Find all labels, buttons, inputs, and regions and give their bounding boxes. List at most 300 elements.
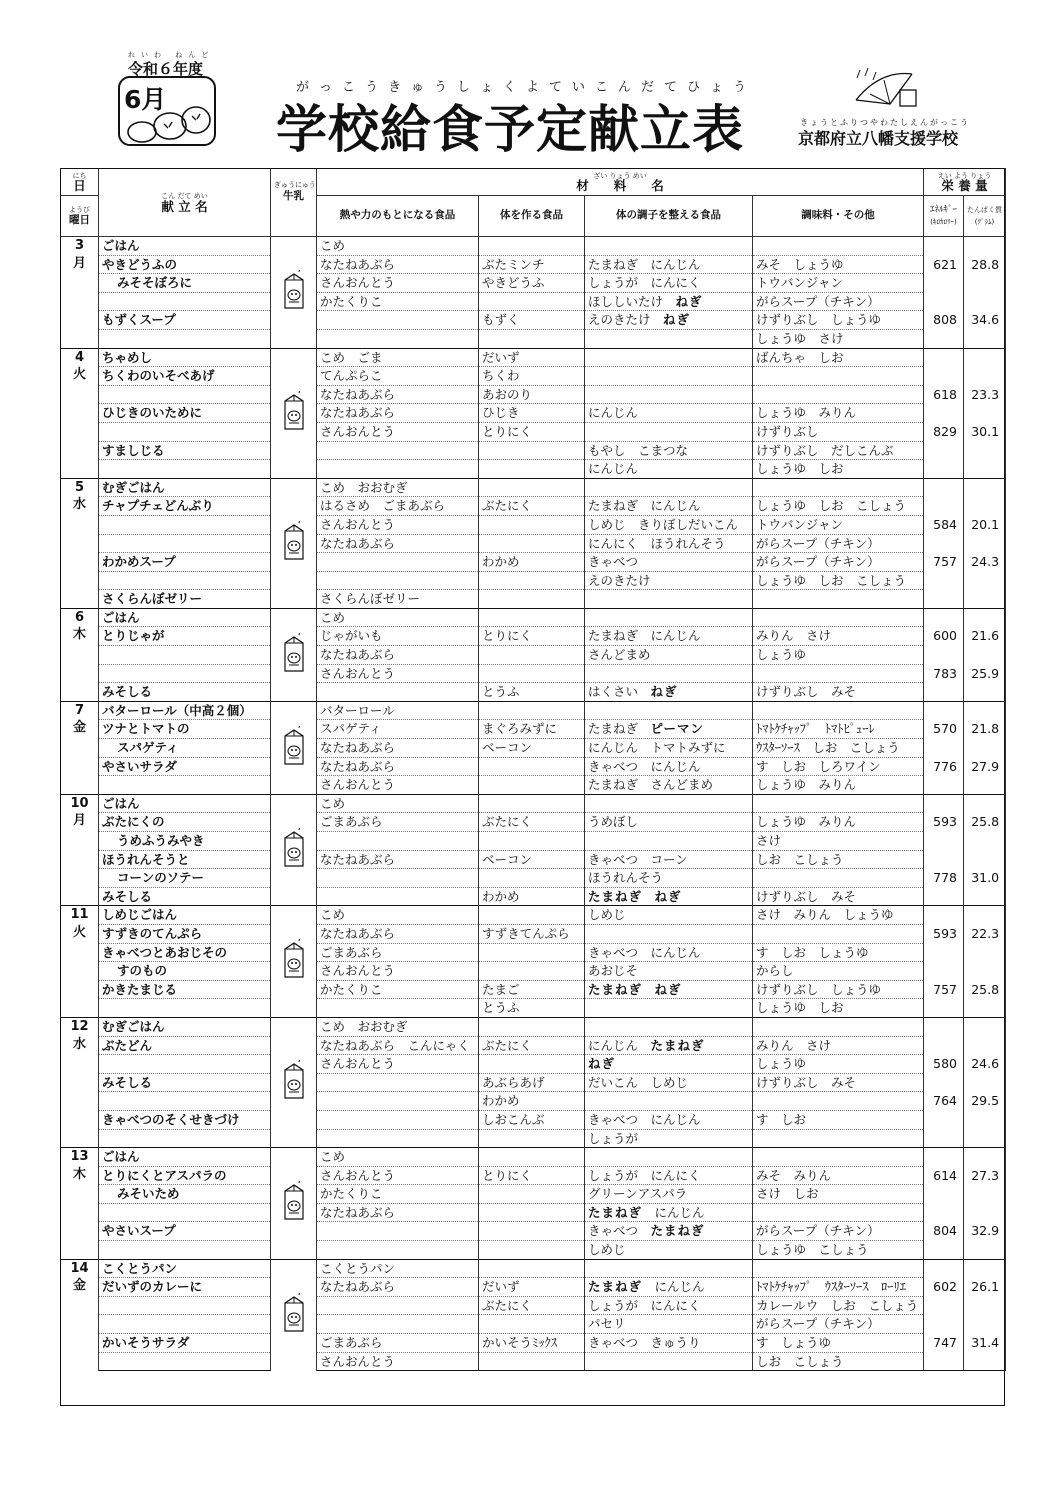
protein-value: 29.5	[964, 1092, 1006, 1111]
seasoning: しょうゆ しお	[753, 460, 924, 479]
seasoning	[753, 1203, 924, 1222]
energy-value	[924, 1352, 964, 1371]
dish-name: コーンのソテー	[99, 869, 271, 888]
milk-carton-icon	[271, 348, 317, 478]
energy-food: さんおんとう	[317, 515, 479, 534]
condition-food-header: 体の調子を整える食品	[585, 196, 753, 237]
energy-value: 783	[924, 664, 964, 683]
apple-icon	[120, 102, 214, 146]
energy-value: 804	[924, 1222, 964, 1241]
menu-table	[60, 168, 1006, 1371]
body-food	[479, 962, 585, 981]
energy-food	[317, 1315, 479, 1334]
condition-food: グリーンアスパラ	[585, 1185, 753, 1204]
seasoning: す しお しょうゆ	[753, 943, 924, 962]
weekday: 火	[72, 924, 86, 940]
energy-food	[317, 1296, 479, 1315]
energy-food: なたねあぶら こんにゃく	[317, 1036, 479, 1055]
condition-food	[585, 701, 753, 720]
table-row	[61, 422, 1006, 441]
condition-food: たまねぎ ピーマン	[585, 720, 753, 739]
condition-food: きゃべつ にんじん	[585, 757, 753, 776]
table-row	[61, 1315, 1006, 1334]
nutrition-header: えい よう りょう 栄 養 量	[924, 169, 1006, 196]
energy-value	[924, 329, 964, 348]
seasoning: ﾄﾏﾄｹﾁｬｯﾌﾟ ｳｽﾀｰｿｰｽ ﾛｰﾘｴ	[753, 1278, 924, 1297]
table-row	[61, 329, 1006, 348]
energy-value: 757	[924, 553, 964, 572]
energy-value	[924, 404, 964, 423]
condition-food: ほうれんそう	[585, 869, 753, 888]
table-row	[61, 608, 1006, 627]
dish-header: こん だて めい 献 立 名	[99, 169, 271, 237]
table-row	[61, 1352, 1006, 1371]
dish-name: すのもの	[99, 962, 271, 981]
table-row	[61, 1222, 1006, 1241]
table-row	[61, 906, 1006, 925]
day-cell	[61, 794, 99, 906]
condition-food	[585, 664, 753, 683]
condition-food: たまねぎ にんじん	[585, 1203, 753, 1222]
seasoning	[753, 385, 924, 404]
day-cell	[61, 1259, 99, 1371]
dish-name: やさいサラダ	[99, 757, 271, 776]
energy-value	[924, 348, 964, 367]
weekday-header: ようび 曜日	[61, 196, 99, 237]
body-food	[479, 869, 585, 888]
body-food: まぐろみずに	[479, 720, 585, 739]
protein-value	[964, 237, 1006, 256]
body-food: やきどうふ	[479, 274, 585, 293]
dish-name: かいそうサラダ	[99, 1334, 271, 1353]
seasoning	[753, 367, 924, 386]
day-number: 4	[74, 349, 85, 365]
seasoning	[753, 664, 924, 683]
milk-header: ぎゅうにゅう 牛乳	[271, 169, 317, 237]
energy-value	[924, 497, 964, 516]
seasoning: けずりぶし だしこんぶ	[753, 441, 924, 460]
title-ruby: がっこうきゅうしょくよていこんだてひょう	[296, 80, 757, 95]
protein-value: 23.3	[964, 385, 1006, 404]
seasoning	[753, 1148, 924, 1167]
condition-food: パセリ	[585, 1315, 753, 1334]
seasoning: さけ みりん しょうゆ	[753, 906, 924, 925]
energy-value	[924, 478, 964, 497]
protein-value	[964, 274, 1006, 293]
energy-value: 778	[924, 869, 964, 888]
condition-food: うめぼし	[585, 813, 753, 832]
table-row	[61, 924, 1006, 943]
milk-carton-icon	[271, 1017, 317, 1147]
energy-value: 808	[924, 311, 964, 330]
energy-value	[924, 832, 964, 851]
table-row	[61, 1278, 1006, 1297]
seasoning: しょうゆ さけ	[753, 329, 924, 348]
energy-value	[924, 441, 964, 460]
day-number: 3	[74, 238, 85, 253]
seasoning	[753, 608, 924, 627]
seasoning: す しょうゆ	[753, 1334, 924, 1353]
table-row	[61, 274, 1006, 293]
dish-name	[99, 385, 271, 404]
body-food: わかめ	[479, 887, 585, 906]
seasoning: しょうゆ しお	[753, 999, 924, 1018]
seasoning: しょうゆ しお こしょう	[753, 571, 924, 590]
day-cell	[61, 1017, 99, 1147]
protein-value	[964, 329, 1006, 348]
protein-value: 24.6	[964, 1055, 1006, 1074]
seasoning	[753, 237, 924, 256]
energy-value: 747	[924, 1334, 964, 1353]
dish-name: こくとうパン	[99, 1259, 271, 1278]
body-food	[479, 1352, 585, 1371]
table-row	[61, 460, 1006, 479]
table-row	[61, 943, 1006, 962]
day-cell	[61, 608, 99, 701]
dish-name: ごはん	[99, 237, 271, 256]
body-food: ちくわ	[479, 367, 585, 386]
body-food	[479, 571, 585, 590]
table-row	[61, 1241, 1006, 1260]
condition-food: きゃべつ きゅうり	[585, 1334, 753, 1353]
condition-food	[585, 1352, 753, 1371]
dish-name: バターロール（中高２個）	[99, 701, 271, 720]
protein-value	[964, 776, 1006, 795]
weekday: 火	[72, 367, 86, 383]
condition-food: たまねぎ にんじん	[585, 627, 753, 646]
table-row	[61, 980, 1006, 999]
day-cell	[61, 701, 99, 794]
condition-food	[585, 608, 753, 627]
dish-name: きゃべつのそくせきづけ	[99, 1110, 271, 1129]
dish-name	[99, 292, 271, 311]
dish-name: もずくスープ	[99, 311, 271, 330]
body-food: ぶたにく	[479, 1036, 585, 1055]
energy-food: こめ	[317, 1148, 479, 1167]
energy-food: こくとうパン	[317, 1259, 479, 1278]
body-food	[479, 1259, 585, 1278]
seasoning	[753, 1259, 924, 1278]
body-food	[479, 534, 585, 553]
school-name: 京都府立八幡支援学校	[798, 129, 959, 148]
condition-food	[585, 1017, 753, 1036]
body-food: とりにく	[479, 422, 585, 441]
body-food: わかめ	[479, 553, 585, 572]
energy-value	[924, 1185, 964, 1204]
condition-food	[585, 1148, 753, 1167]
body-food: もずく	[479, 311, 585, 330]
dish-name: ちゃめし	[99, 348, 271, 367]
energy-food	[317, 999, 479, 1018]
body-food	[479, 1185, 585, 1204]
seasoning: けずりぶし	[753, 422, 924, 441]
protein-value	[964, 850, 1006, 869]
table-row	[61, 850, 1006, 869]
condition-food: きゃべつ たまねぎ	[585, 1222, 753, 1241]
seasoning: しょうゆ しお こしょう	[753, 497, 924, 516]
table-row	[61, 515, 1006, 534]
energy-value	[924, 906, 964, 925]
energy-food: こめ	[317, 906, 479, 925]
month-label: 6月	[124, 85, 167, 114]
day-number: 5	[74, 479, 85, 495]
seasoning: さけ	[753, 832, 924, 851]
energy-food-header: 熱や力のもとになる食品	[317, 196, 479, 237]
condition-food: きゃべつ コーン	[585, 850, 753, 869]
table-row	[61, 1185, 1006, 1204]
dish-name: チャプチェどんぶり	[99, 497, 271, 516]
dish-name	[99, 664, 271, 683]
dish-name	[99, 646, 271, 665]
energy-food	[317, 1222, 479, 1241]
body-food-header: 体を作る食品	[479, 196, 585, 237]
seasoning: ﾄﾏﾄｹﾁｬｯﾌﾟ ﾄﾏﾄﾋﾟｭｰﾚ	[753, 720, 924, 739]
protein-value	[964, 1110, 1006, 1129]
condition-food	[585, 329, 753, 348]
seasoning: ｳｽﾀｰｿｰｽ しお こしょう	[753, 739, 924, 758]
seasoning	[753, 1092, 924, 1111]
umbrella-icon	[850, 64, 930, 114]
body-food	[479, 292, 585, 311]
energy-value	[924, 1036, 964, 1055]
energy-value	[924, 1203, 964, 1222]
protein-value	[964, 887, 1006, 906]
energy-food: こめ	[317, 237, 479, 256]
energy-value	[924, 962, 964, 981]
protein-value	[964, 1259, 1006, 1278]
condition-food: だいこん しめじ	[585, 1073, 753, 1092]
energy-value: 600	[924, 627, 964, 646]
energy-value	[924, 1148, 964, 1167]
protein-value: 25.8	[964, 980, 1006, 999]
body-food	[479, 608, 585, 627]
day-cell	[61, 906, 99, 1018]
energy-food: スパゲティ	[317, 720, 479, 739]
dish-name: みそいため	[99, 1185, 271, 1204]
energy-food: さんおんとう	[317, 1055, 479, 1074]
school-ruby: きょうとふりつやわたしえんがっこう	[800, 118, 970, 127]
dish-name: さくらんぼゼリー	[99, 590, 271, 609]
protein-value	[964, 683, 1006, 702]
dish-name	[99, 534, 271, 553]
protein-value	[964, 832, 1006, 851]
school-year: 令和６年度	[128, 60, 204, 78]
protein-value: 25.8	[964, 813, 1006, 832]
table-row	[61, 367, 1006, 386]
milk-carton-icon	[271, 1148, 317, 1260]
protein-value	[964, 497, 1006, 516]
protein-value	[964, 1203, 1006, 1222]
weekday: 金	[72, 1278, 86, 1294]
energy-food	[317, 441, 479, 460]
table-row	[61, 813, 1006, 832]
energy-food	[317, 553, 479, 572]
body-food	[479, 664, 585, 683]
dish-name: やきどうふの	[99, 255, 271, 274]
energy-food	[317, 1073, 479, 1092]
protein-value	[964, 1129, 1006, 1148]
condition-food: えのきたけ	[585, 571, 753, 590]
seasoning: しょうゆ	[753, 646, 924, 665]
energy-value	[924, 776, 964, 795]
table-row	[61, 776, 1006, 795]
energy-food: こめ おおむぎ	[317, 478, 479, 497]
seasoning: みりん さけ	[753, 1036, 924, 1055]
body-food	[479, 590, 585, 609]
protein-value	[964, 1352, 1006, 1371]
table-row	[61, 1036, 1006, 1055]
dish-name: むぎごはん	[99, 1017, 271, 1036]
day-number: 11	[70, 907, 89, 923]
seasoning: がらスープ（チキン）	[753, 1222, 924, 1241]
table-row	[61, 627, 1006, 646]
protein-value: 31.4	[964, 1334, 1006, 1353]
body-food: ベーコン	[479, 739, 585, 758]
dish-name: とりにくとアスパラの	[99, 1166, 271, 1185]
energy-food: さんおんとう	[317, 962, 479, 981]
milk-carton-icon	[271, 608, 317, 701]
table-row	[61, 1129, 1006, 1148]
protein-value	[964, 367, 1006, 386]
era-ruby: れいわ ねんど	[128, 51, 215, 59]
dish-name: ほうれんそうと	[99, 850, 271, 869]
condition-food: にんじん	[585, 460, 753, 479]
body-food: あおのり	[479, 385, 585, 404]
condition-food	[585, 832, 753, 851]
protein-value	[964, 906, 1006, 925]
body-food	[479, 776, 585, 795]
day-header: にち 日	[61, 169, 99, 196]
condition-food: にんにく ほうれんそう	[585, 534, 753, 553]
energy-food: なたねあぶら	[317, 1203, 479, 1222]
condition-food: たまねぎ にんじん	[585, 497, 753, 516]
energy-food: こめ	[317, 608, 479, 627]
seasoning: けずりぶし みそ	[753, 1073, 924, 1092]
dish-name	[99, 1129, 271, 1148]
table-row	[61, 832, 1006, 851]
condition-food: もやし こまつな	[585, 441, 753, 460]
protein-value: 25.9	[964, 664, 1006, 683]
condition-food	[585, 590, 753, 609]
table-row	[61, 1110, 1006, 1129]
seasoning: しょうゆ こしょう	[753, 1241, 924, 1260]
dish-name	[99, 460, 271, 479]
energy-value	[924, 1259, 964, 1278]
energy-food: さんおんとう	[317, 274, 479, 293]
body-food	[479, 329, 585, 348]
milk-carton-icon	[271, 237, 317, 349]
table-row	[61, 497, 1006, 516]
energy-food: なたねあぶら	[317, 739, 479, 758]
body-food: たまご	[479, 980, 585, 999]
protein-value: 28.8	[964, 255, 1006, 274]
energy-food: じゃがいも	[317, 627, 479, 646]
seasoning: トウバンジャン	[753, 274, 924, 293]
body-food	[479, 1017, 585, 1036]
day-number: 13	[70, 1149, 89, 1165]
energy-food: はるさめ ごまあぶら	[317, 497, 479, 516]
body-food	[479, 943, 585, 962]
body-food: かいそうﾐｯｸｽ	[479, 1334, 585, 1353]
energy-food: さんおんとう	[317, 1166, 479, 1185]
dish-name: ツナとトマトの	[99, 720, 271, 739]
energy-value: 593	[924, 924, 964, 943]
energy-value	[924, 943, 964, 962]
body-food	[479, 441, 585, 460]
seasoning: しお こしょう	[753, 1352, 924, 1371]
energy-food	[317, 832, 479, 851]
condition-food: たまねぎ にんじん	[585, 1278, 753, 1297]
table-row	[61, 311, 1006, 330]
table-row	[61, 1166, 1006, 1185]
seasoning	[753, 478, 924, 497]
protein-header: たんぱく質 (ｸﾞﾗﾑ)	[964, 196, 1006, 237]
energy-value	[924, 646, 964, 665]
day-number: 14	[70, 1260, 89, 1276]
seasoning: みそ みりん	[753, 1166, 924, 1185]
condition-food	[585, 385, 753, 404]
protein-value	[964, 1073, 1006, 1092]
body-food: とりにく	[479, 627, 585, 646]
condition-food: にんじん トマトみずに	[585, 739, 753, 758]
energy-value	[924, 794, 964, 813]
seasoning: す しお	[753, 1110, 924, 1129]
energy-value	[924, 534, 964, 553]
dish-name	[99, 1296, 271, 1315]
dish-name: むぎごはん	[99, 478, 271, 497]
condition-food: あおじそ	[585, 962, 753, 981]
dish-name: みそしる	[99, 1073, 271, 1092]
body-food	[479, 757, 585, 776]
energy-food: かたくりこ	[317, 980, 479, 999]
seasoning: しお こしょう	[753, 850, 924, 869]
condition-food: はくさい ねぎ	[585, 683, 753, 702]
condition-food	[585, 478, 753, 497]
body-food: とうふ	[479, 999, 585, 1018]
dish-name: みそしる	[99, 683, 271, 702]
condition-food: しょうが にんにく	[585, 1296, 753, 1315]
energy-food: さんおんとう	[317, 422, 479, 441]
seasoning: みそ しょうゆ	[753, 255, 924, 274]
condition-food: しょうが	[585, 1129, 753, 1148]
energy-value	[924, 1017, 964, 1036]
day-number: 10	[70, 795, 89, 811]
energy-food	[317, 1129, 479, 1148]
protein-value: 27.3	[964, 1166, 1006, 1185]
protein-value	[964, 1148, 1006, 1167]
day-number: 7	[74, 702, 85, 718]
table-row	[61, 664, 1006, 683]
body-food	[479, 832, 585, 851]
dish-name: うめふうみやき	[99, 832, 271, 851]
protein-value	[964, 1017, 1006, 1036]
dish-name: かきたまじる	[99, 980, 271, 999]
dish-name	[99, 422, 271, 441]
body-food	[479, 1222, 585, 1241]
table-row	[61, 720, 1006, 739]
body-food: だいず	[479, 348, 585, 367]
seasoning: す しお しろワイン	[753, 757, 924, 776]
page-title: 学校給食予定献立表	[276, 101, 745, 160]
dish-name: しめじごはん	[99, 906, 271, 925]
dish-name: すずきのてんぷら	[99, 924, 271, 943]
energy-value	[924, 887, 964, 906]
protein-value	[964, 962, 1006, 981]
condition-food: えのきたけ ねぎ	[585, 311, 753, 330]
energy-food	[317, 329, 479, 348]
seasoning: しょうゆ みりん	[753, 813, 924, 832]
energy-value	[924, 701, 964, 720]
